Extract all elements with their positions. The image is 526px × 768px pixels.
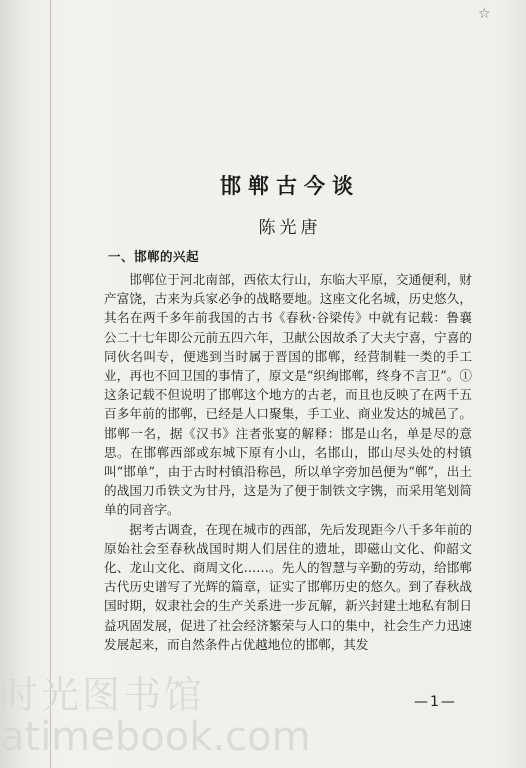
paragraph-1: 邯郸位于河北南部，西依太行山，东临大平原，交通便利，财产富饶，古来为兵家必争的战略要地。这座文化名城，历史悠久，其名在两千多年前我国的古书《春秋·谷梁传》中就有记载：鲁襄公二十七年即公元前五四六年，卫献公因故杀了大夫宁喜，宁喜的同伙名叫专，便逃到当时属于晋国的邯郸，经营制鞋一类的手工业，再也不回卫国的事情了，原文是“织绚邯郸，终身不言卫”。①这条记载不但说明了邯郸这个地方的古老，而且也反映了在两千五百多年前的邯郸，已经是人口聚集，手工业、商业发达的城邑了。邯郸一名，据《汉书》注者张宴的解释：邯是山名，单是尽的意思。在邯郸西部或东城下原有小山，名邯山，邯山尽头处的村镇叫“邯单”，由于古时村镇沿称邑，所以单字旁加邑便为“郸”，出土的战国刀币铁文为甘丹，这是为了便于制铁文字镌，而采用笔划简单的同音字。 <box>104 272 472 518</box>
author-name: 陈光唐 <box>258 218 322 238</box>
binding-line <box>50 0 51 768</box>
body-text <box>104 270 472 654</box>
corner-mark: ☆ <box>478 6 491 22</box>
watermark-url: atimebook.com <box>0 714 311 760</box>
section-heading: 一、邯郸的兴起 <box>108 249 200 264</box>
watermark-chinese: 时光图书馆 <box>0 673 206 717</box>
page-title: 邯郸古今谈 <box>220 173 360 198</box>
paragraph-2: 据考古调查，在现在城市的西部，先后发现距今八千多年前的原始社会至春秋战国时期人们居住的遗址，即磁山文化、仰韶文化、龙山文化、商周文化……。先人的智慧与辛勤的劳动，给邯郸古代历史谱写了光辉的篇章，证实了邯郸历史的悠久。到了春秋战国时期，奴隶社会的生产关系进一步瓦解，新兴封建土地私有制日益巩固发展，促进了社会经济繁荣与人口的集中，社会生产力迅速发展起来，而自然条件占优越地位的邯郸，其发 <box>104 521 472 652</box>
page-number: —1— <box>414 694 457 710</box>
